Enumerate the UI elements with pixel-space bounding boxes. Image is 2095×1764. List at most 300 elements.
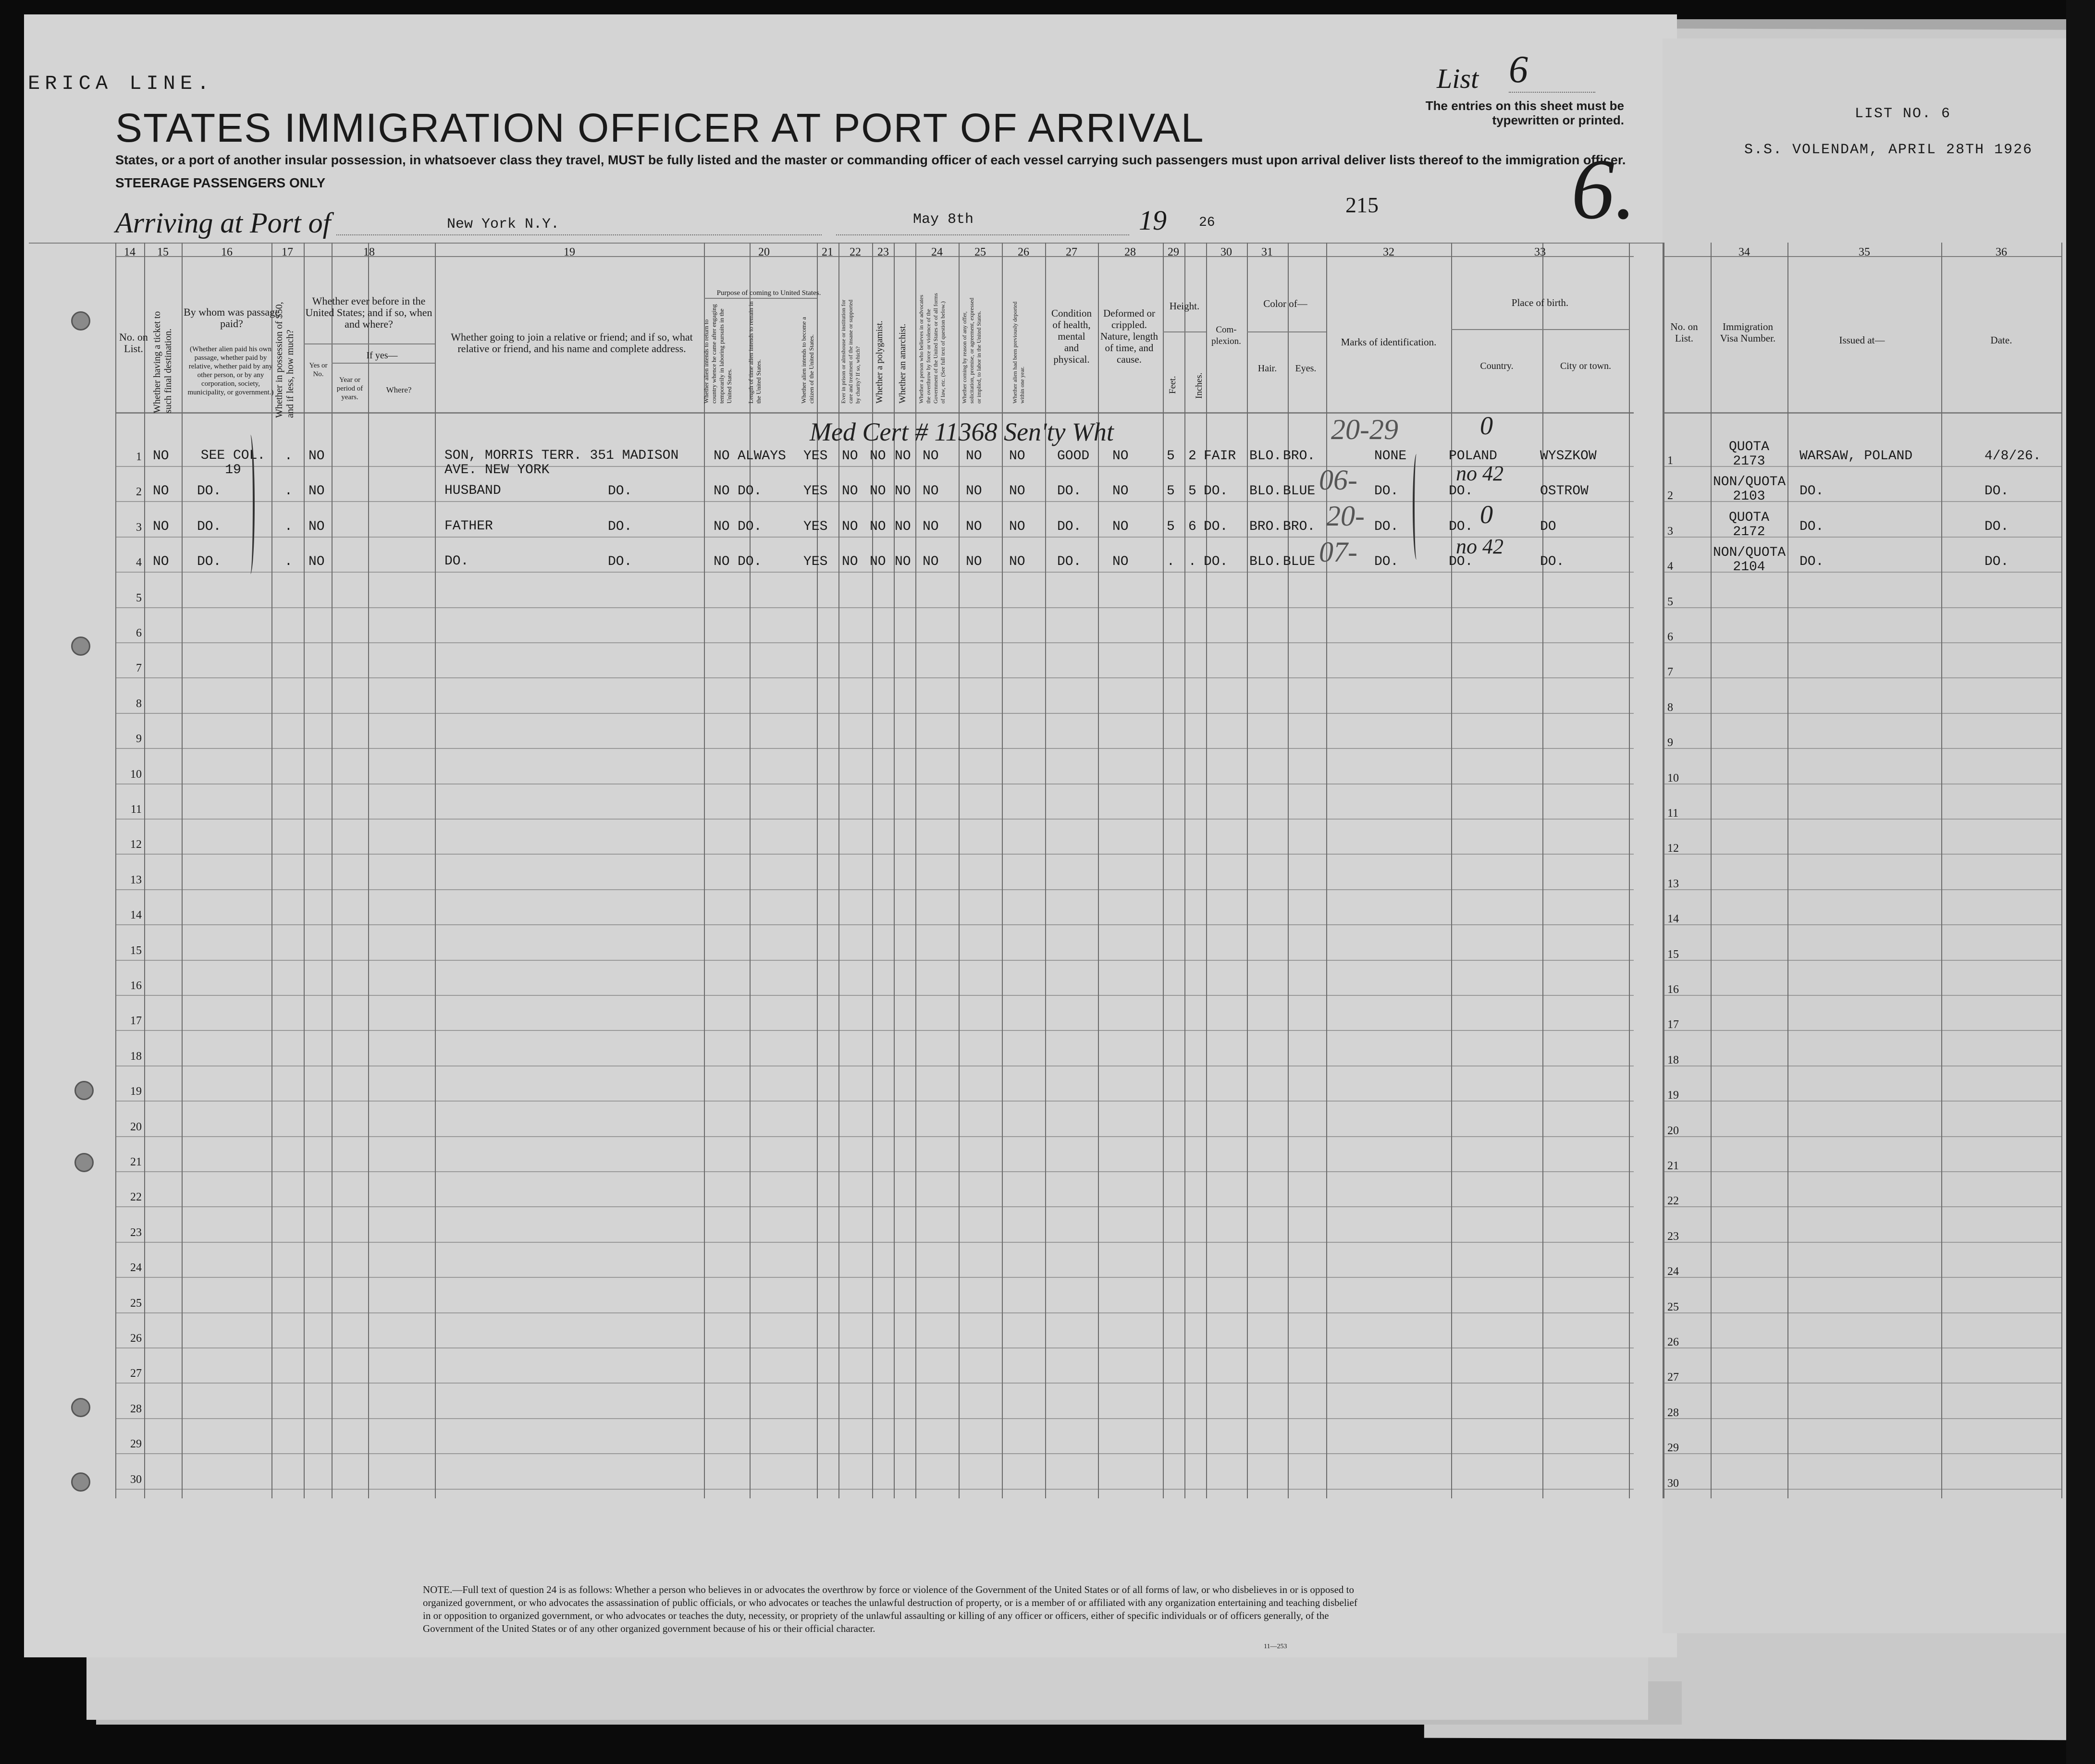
row-number-right: 13 (1667, 877, 1679, 890)
row-number: 23 (130, 1226, 142, 1239)
row-rule-right (1664, 1312, 2062, 1313)
row-number-right: 27 (1667, 1371, 1679, 1384)
cell-contract: NO (966, 484, 982, 499)
cell-hair: BLO. (1249, 449, 1282, 464)
column-rule-right (1787, 243, 1788, 1498)
cell-overthrow: NO (923, 554, 939, 570)
row-rule-right (1664, 1383, 2062, 1384)
row-rule-right (1664, 748, 2062, 749)
row-rule-right (1664, 1206, 2062, 1207)
column-number-35: 35 (1859, 246, 1870, 258)
cell-polygamist: NO (870, 484, 886, 499)
row-rule (115, 1312, 1634, 1313)
row-number-right: 24 (1667, 1265, 1679, 1278)
cell-join: HUSBAND (444, 483, 501, 499)
row-rule-right (1664, 1489, 2062, 1490)
row-rule-right (1664, 713, 2062, 714)
row-number-right: 22 (1667, 1195, 1679, 1208)
column-number-32: 32 (1383, 246, 1394, 258)
cell-join: SON, MORRIS TERR. 351 MADISON AVE. NEW YORK (444, 448, 679, 478)
row-number-right: 20 (1667, 1124, 1679, 1137)
header-rule (29, 243, 1663, 244)
header-passage-paid-sub: (Whether alien paid his own passage, whether paid by relative, whether paid by any other person, or by any corporation, society, municipality, or government.) (187, 345, 274, 396)
cell-marks: DO. (1374, 554, 1399, 570)
row-rule (115, 1101, 1634, 1102)
arriving-label: Arriving at Port of (115, 207, 331, 239)
cell-length: ALWAYS (738, 449, 786, 464)
row-rule-right (1664, 924, 2062, 925)
column-rule-right (2061, 243, 2062, 1498)
cell-deported: NO (1009, 554, 1025, 570)
row-rule-right (1664, 1030, 2062, 1031)
row-rule (115, 889, 1634, 890)
column-rule (1206, 243, 1207, 1498)
handwritten-country-4: no 42 (1456, 535, 1503, 558)
row-number-right: 17 (1667, 1018, 1679, 1031)
cell-before: NO (308, 484, 325, 499)
right-list-number: LIST NO. 6 (1855, 106, 1951, 122)
cell-money: . (284, 449, 293, 464)
cell-city: WYSZKOW (1540, 449, 1597, 464)
cell-deformed: NO (1112, 449, 1129, 464)
row-number-right: 23 (1667, 1230, 1679, 1243)
header-yes-no: Yes or No. (309, 362, 328, 378)
row-number: 9 (136, 733, 142, 746)
row-number: 18 (130, 1050, 142, 1063)
cell-deformed: NO (1112, 554, 1129, 570)
cell-deformed: NO (1112, 519, 1129, 534)
cell-before: NO (308, 554, 325, 570)
list-number: 6 (1509, 48, 1595, 93)
cell-date: 4/8/26. (1984, 449, 2041, 464)
cell-join: DO. (444, 554, 469, 569)
cell-join-do: DO. (608, 554, 632, 570)
row-number: 7 (136, 662, 142, 675)
row-rule-right (1664, 1242, 2062, 1243)
cell-intend-return: NO (714, 519, 730, 534)
row-rule (115, 677, 1634, 678)
subheader-rule-29 (1163, 331, 1206, 332)
column-number-30: 30 (1220, 246, 1232, 258)
header-date: Date. (1990, 334, 2012, 346)
column-rule (435, 243, 436, 1498)
row-number: 30 (130, 1473, 142, 1486)
column-rule (332, 243, 333, 1498)
cell-date: DO. (1984, 484, 2009, 499)
header-ticket: Whether having a ticket to such final destination. (152, 311, 173, 413)
column-rule (1629, 243, 1630, 1498)
cell-visa: NON/QUOTA 2104 (1713, 545, 1786, 575)
punch-hole-icon (74, 1153, 94, 1172)
cell-join-do: DO. (608, 519, 632, 534)
column-number-18: 18 (363, 246, 375, 258)
date-line (836, 234, 1129, 235)
column-rule (144, 243, 145, 1498)
cell-polygamist: NO (870, 519, 886, 534)
column-number-26: 26 (1018, 246, 1029, 258)
row-rule (115, 1206, 1634, 1207)
column-rule (704, 243, 705, 1498)
row-number-right: 2 (1667, 490, 1673, 502)
cell-country: DO. (1449, 554, 1473, 570)
cell-country: POLAND (1449, 449, 1497, 464)
footnote: NOTE.—Full text of question 24 is as follows: Whether a person who believes in or advocates the overthrow by force or violence of the Government of the United States or of all forms of law, or who disbelieves in or is opposed to organized government, or who advocates the assassination of public officials, or who advocates or teaches the unlawful destruction of property, or is a member of or affiliated with any organization entertaining and teaching disbelief in or opposition to organized government, or who advocates or teaches the duty, necessity, or propriety of the unlawful assaulting or killing of any officer or officers, either of specific individuals or of officers generally, of the Government of the United States or of any other organized government because of his or their official character. (423, 1584, 1357, 1634)
row-number-right: 30 (1667, 1477, 1679, 1490)
header-health: Condition of health, mental and physical. (1051, 307, 1092, 365)
handwritten-country-3: 0 (1480, 500, 1493, 529)
cell-inches: . (1188, 554, 1196, 570)
column-rule-right (1941, 243, 1942, 1498)
cell-health: DO. (1057, 554, 1082, 570)
cell-marks: DO. (1374, 519, 1399, 534)
cell-intend-return: NO (714, 484, 730, 499)
header-birthplace: Place of birth. (1511, 297, 1569, 308)
cell-feet: . (1167, 554, 1175, 570)
header-bottom-rule (115, 412, 1634, 414)
year-prefix: 19 (1139, 205, 1167, 236)
cell-eyes: BLUE (1283, 554, 1316, 570)
cell-contract: NO (966, 519, 982, 534)
row-number-right: 16 (1667, 983, 1679, 996)
handwritten-mark-2: 06- (1319, 464, 1357, 496)
year-suffix: 26 (1199, 215, 1215, 230)
row-number: 14 (130, 909, 142, 922)
column-number-31: 31 (1261, 246, 1273, 258)
handwritten-annotation: Med Cert # 11368 Sen'ty Wht (810, 417, 1114, 446)
cell-length: DO. (738, 554, 762, 570)
cell-overthrow: NO (923, 449, 939, 464)
header-visa-number: Immigration Visa Number. (1720, 321, 1776, 344)
row-number-right: 12 (1667, 842, 1679, 855)
cell-eyes: BRO. (1283, 519, 1316, 534)
header-complexion: Com- plexion. (1211, 325, 1241, 346)
cell-anarchist: NO (895, 449, 911, 464)
cell-inches: 6 (1188, 519, 1196, 534)
row-rule (115, 819, 1634, 820)
cell-deported: NO (1009, 519, 1025, 534)
column-number-22: 22 (850, 246, 861, 258)
cell-health: GOOD (1057, 449, 1090, 464)
cell-paid: DO. (197, 519, 222, 534)
cell-before: NO (308, 519, 325, 534)
header-color: Color of— (1263, 298, 1307, 309)
row-number: 27 (130, 1367, 142, 1380)
cell-complexion: DO. (1204, 554, 1228, 570)
column-number-16: 16 (221, 246, 233, 258)
row-rule (115, 642, 1634, 643)
row-rule (115, 1030, 1634, 1031)
cell-overthrow: NO (923, 484, 939, 499)
cell-money: . (284, 519, 293, 534)
header-citizen: Whether alien intends to become a citizen of the United States. (800, 317, 815, 404)
handwritten-brace (1413, 454, 1420, 560)
port-value: New York N.Y. (447, 216, 560, 233)
row-number: 20 (130, 1120, 142, 1133)
row-rule (115, 924, 1634, 925)
cell-issued: DO. (1799, 519, 1824, 534)
row-number-right: 19 (1667, 1089, 1679, 1102)
header-height: Height. (1169, 300, 1200, 312)
subheader-rule-33 (1451, 329, 1629, 330)
row-number-right: 28 (1667, 1406, 1679, 1419)
row-rule (115, 1277, 1634, 1278)
cell-feet: 5 (1167, 519, 1175, 534)
cell-city: DO. (1540, 554, 1565, 570)
row-rule-right (1664, 1136, 2062, 1137)
cell-join-do: DO. (608, 484, 632, 499)
cell-complexion: DO. (1204, 519, 1228, 534)
row-rule (115, 466, 1634, 467)
column-number-25: 25 (974, 246, 986, 258)
row-number: 29 (130, 1438, 142, 1451)
column-rule (1247, 243, 1248, 1498)
row-number-right: 6 (1667, 631, 1673, 643)
cell-citizen: YES (803, 484, 828, 499)
row-number: 15 (130, 944, 142, 957)
row-rule (115, 1453, 1634, 1454)
header-money: Whether in possession of $50, and if less, how much? (274, 302, 296, 418)
header-deported: Whether alien had been previously deported within one year. (1011, 301, 1025, 404)
row-number: 6 (136, 627, 142, 639)
row-number: 22 (130, 1191, 142, 1204)
column-number-15: 15 (157, 246, 169, 258)
row-number-right: 8 (1667, 701, 1673, 714)
cell-prison: NO (842, 554, 858, 570)
cell-health: DO. (1057, 484, 1082, 499)
row-rule-right (1664, 607, 2062, 608)
row-number: 28 (130, 1402, 142, 1415)
column-number-19: 19 (564, 246, 575, 258)
cell-citizen: YES (803, 554, 828, 570)
column-number-14: 14 (124, 246, 136, 258)
cell-overthrow: NO (923, 519, 939, 534)
cell-feet: 5 (1167, 449, 1175, 464)
row-rule (115, 748, 1634, 749)
row-rule (115, 1418, 1634, 1419)
cell-paid: DO. (197, 484, 222, 499)
column-number-23: 23 (877, 246, 889, 258)
row-number-right: 9 (1667, 736, 1673, 749)
steerage-label: STEERAGE PASSENGERS ONLY (115, 175, 326, 190)
cell-join: FATHER (444, 518, 493, 534)
handwritten-list-number: 6. (1571, 141, 1636, 237)
row-rule (115, 995, 1634, 996)
handwritten-country-2: no 42 (1456, 462, 1503, 485)
vessel-info: S.S. VOLENDAM, APRIL 28TH 1926 (1744, 142, 2033, 158)
cell-prison: NO (842, 449, 858, 464)
row-number: 16 (130, 980, 142, 992)
column-number-27: 27 (1066, 246, 1077, 258)
punch-hole-icon (74, 1081, 94, 1100)
row-number: 10 (130, 768, 142, 781)
row-rule-right (1664, 854, 2062, 855)
row-number: 17 (130, 1015, 142, 1028)
cell-paid: DO. (197, 554, 222, 570)
column-number-29: 29 (1168, 246, 1179, 258)
punch-hole-icon (71, 1398, 90, 1417)
cell-hair: BLO. (1249, 484, 1282, 499)
cell-length: DO. (738, 519, 762, 534)
column-number-21: 21 (822, 246, 833, 258)
subheader-rule-18b (332, 363, 435, 364)
handwritten-mark-3: 20- (1326, 500, 1365, 532)
column-rule (750, 243, 751, 1498)
row-rule (115, 501, 1634, 502)
header-deformed: Deformed or crippled. Nature, length of time, and cause. (1100, 307, 1158, 365)
cell-feet: 5 (1167, 484, 1175, 499)
cell-eyes: BRO. (1283, 449, 1316, 464)
column-number-36: 36 (1996, 246, 2007, 258)
cell-prison: NO (842, 484, 858, 499)
cell-citizen: YES (803, 519, 828, 534)
row-rule-right (1664, 995, 2062, 996)
cell-deported: NO (1009, 449, 1025, 464)
header-marks: Marks of identification. (1341, 336, 1437, 348)
row-number: 1 (136, 451, 142, 463)
cell-ticket: NO (153, 554, 169, 570)
cell-intend-return: NO (714, 554, 730, 570)
cell-hair: BRO. (1249, 519, 1282, 534)
header-contract: Whether coming by reason of any offer, solicitation, promise, or agreement, expressed or implied, to labor in the United States. (961, 297, 982, 404)
row-rule-right (1664, 889, 2062, 890)
row-number-right: 11 (1667, 807, 1679, 820)
row-number-right: 26 (1667, 1336, 1679, 1348)
header-bottom-rule-right (1664, 412, 2062, 414)
column-number-20: 20 (758, 246, 770, 258)
header-overthrow: Whether a person who believes in or advocates the overthrow by force or violence of the Government of the United States or of all forms of law, etc. (See full text of question below.) (918, 293, 946, 404)
row-rule-right (1664, 1277, 2062, 1278)
cell-eyes: BLUE (1283, 484, 1316, 499)
row-rule (115, 960, 1634, 961)
row-rule-right (1664, 960, 2062, 961)
row-number: 4 (136, 556, 142, 569)
header-purpose: Purpose of coming to United States. (716, 289, 821, 297)
row-number: 21 (130, 1156, 142, 1168)
row-number: 13 (130, 873, 142, 886)
row-number: 5 (136, 591, 142, 604)
entries-note: The entries on this sheet must be typewritten or printed. (1425, 98, 1624, 127)
column-number-28: 28 (1124, 246, 1136, 258)
cell-visa: NON/QUOTA 2103 (1713, 475, 1786, 504)
cell-complexion: FAIR (1204, 449, 1236, 464)
row-number-right: 4 (1667, 560, 1673, 573)
header-country: Country. (1480, 361, 1514, 371)
row-rule (115, 1489, 1634, 1490)
visa-sheet (1663, 38, 2085, 1633)
column-rule-right (1711, 243, 1712, 1498)
cell-marks: DO. (1374, 484, 1399, 499)
row-rule (115, 1171, 1634, 1172)
row-rule (115, 1136, 1634, 1137)
cell-date: DO. (1984, 554, 2009, 570)
handwritten-country-1: 0 (1480, 411, 1493, 440)
punch-hole-icon (71, 1472, 90, 1492)
header-right-no: No. on List. (1670, 321, 1698, 344)
list-label: List (1437, 63, 1479, 94)
row-number: 12 (130, 838, 142, 851)
header-join-relative: Whether going to join a relative or friend; and if so, what relative or friend, and his name and complete address. (451, 331, 693, 355)
row-number-right: 18 (1667, 1054, 1679, 1066)
port-line (336, 234, 822, 235)
column-rule (1288, 243, 1289, 1498)
row-number: 24 (130, 1262, 142, 1274)
cell-issued: WARSAW, POLAND (1799, 449, 1913, 464)
column-rule (271, 243, 272, 1498)
cell-citizen: YES (803, 449, 828, 464)
cell-ticket: NO (153, 449, 169, 464)
column-rule (115, 243, 116, 1498)
row-number: 19 (130, 1085, 142, 1098)
row-number-right: 1 (1667, 454, 1673, 467)
cell-marks: NONE (1374, 449, 1407, 464)
cell-prison: NO (842, 519, 858, 534)
header-feet: Feet. (1168, 376, 1178, 394)
header-no-on-list: No. on List. (119, 331, 148, 355)
cell-polygamist: NO (870, 449, 886, 464)
row-rule-right (1664, 1101, 2062, 1102)
row-number-right: 10 (1667, 772, 1679, 784)
column-rule (1184, 243, 1185, 1498)
row-number-right: 5 (1667, 595, 1673, 608)
column-number-33: 33 (1534, 246, 1546, 258)
row-rule (115, 713, 1634, 714)
stamp-number: 215 (1345, 193, 1379, 217)
row-number-right: 25 (1667, 1300, 1679, 1313)
column-rule (1163, 243, 1164, 1498)
cell-contract: NO (966, 554, 982, 570)
cell-visa: QUOTA 2173 (1728, 440, 1769, 469)
row-number-right: 21 (1667, 1160, 1679, 1172)
column-rule (1326, 243, 1327, 1498)
cell-city: OSTROW (1540, 484, 1589, 499)
column-rule (1451, 243, 1452, 1498)
punch-hole-icon (71, 637, 90, 656)
shipping-line-name: ERICA LINE. (28, 72, 214, 95)
cell-contract: NO (966, 449, 982, 464)
cell-length: DO. (738, 484, 762, 499)
row-rule-right (1664, 1171, 2062, 1172)
header-city: City or town. (1560, 361, 1612, 371)
row-rule-right (1664, 1418, 2062, 1419)
cell-issued: DO. (1799, 554, 1824, 570)
cell-ticket: NO (153, 484, 169, 499)
column-rule (368, 243, 369, 1498)
row-rule-right (1664, 677, 2062, 678)
cell-inches: 5 (1188, 484, 1196, 499)
punch-hole-icon (71, 311, 90, 331)
cell-inches: 2 (1188, 449, 1196, 464)
header-inches: Inches. (1194, 372, 1204, 399)
row-rule (115, 1242, 1634, 1243)
header-issued-at: Issued at— (1839, 334, 1885, 346)
row-number: 11 (130, 803, 142, 816)
row-rule (115, 572, 1634, 573)
cell-paid: SEE COL. 19 (200, 448, 266, 478)
cell-hair: BLO. (1249, 554, 1282, 570)
column-number-17: 17 (282, 246, 293, 258)
bracket-mark (246, 435, 255, 574)
handwritten-mark-1: 20-29 (1331, 414, 1398, 445)
row-number: 3 (136, 521, 142, 534)
cell-polygamist: NO (870, 554, 886, 570)
row-rule (115, 607, 1634, 608)
handwritten-mark-4: 07- (1319, 536, 1357, 568)
column-rule (304, 243, 305, 1498)
header-anarchist: Whether an anarchist. (898, 323, 908, 404)
column-number-34: 34 (1738, 246, 1750, 258)
header-passage-paid: By whom was passage paid? (184, 306, 280, 330)
cell-anarchist: NO (895, 519, 911, 534)
